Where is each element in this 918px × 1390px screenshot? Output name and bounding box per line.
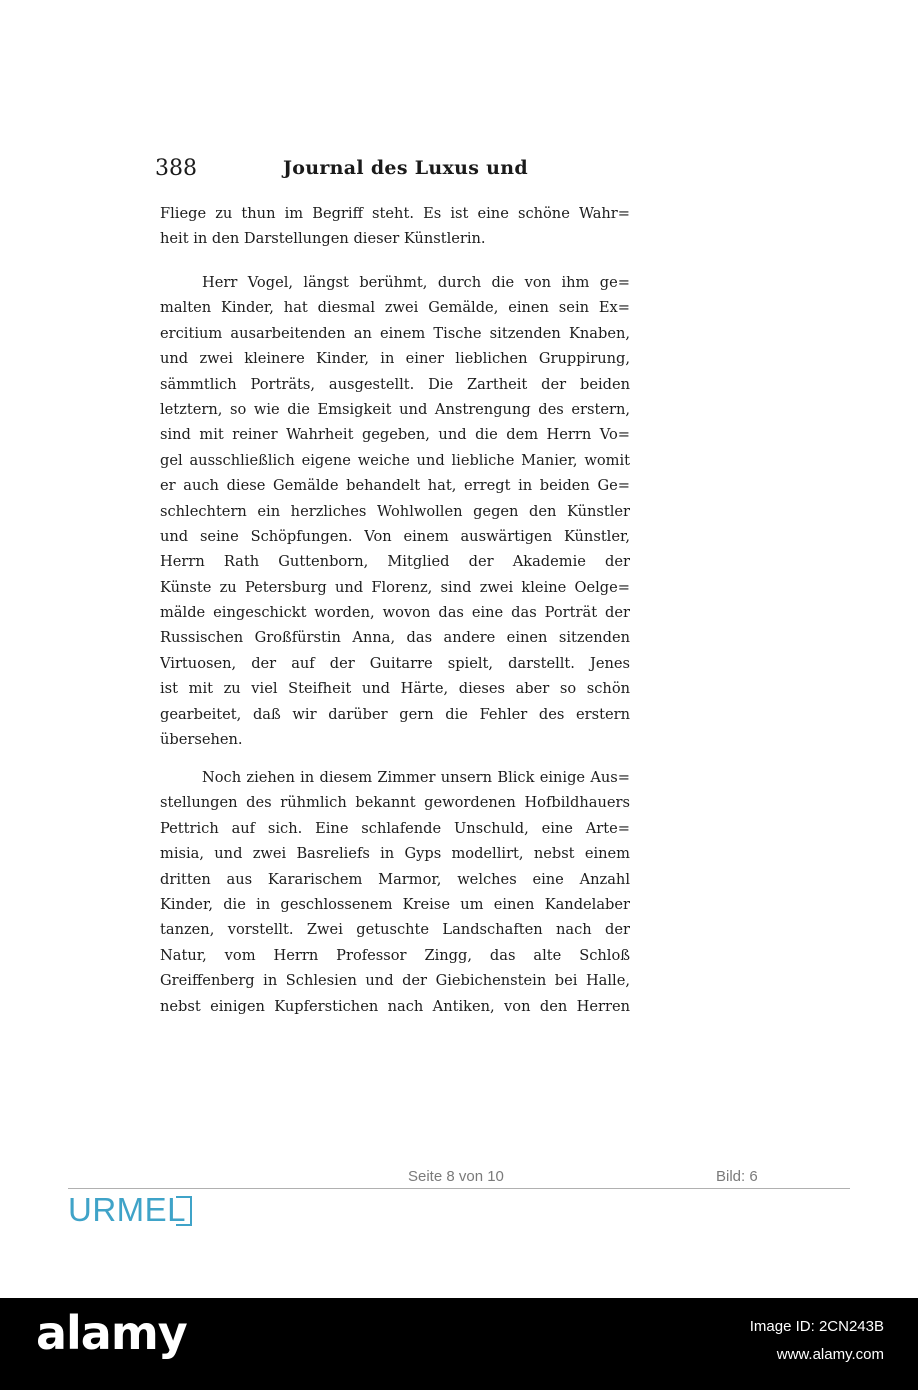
page-header <box>155 156 635 186</box>
text-line: mälde eingeschickt worden, wovon das eine das Porträt der <box>160 604 630 622</box>
text-line: tanzen, vorstellt. Zwei getuschte Landschaften nach der <box>160 921 630 939</box>
text-line: dritten aus Kararischem Marmor, welches eine Anzahl <box>160 870 630 888</box>
watermark-banner <box>0 1298 918 1390</box>
footer-image-info: Bild: 6 <box>716 1168 758 1185</box>
image-id: Image ID: 2CN243B <box>749 1318 884 1335</box>
footer-divider <box>68 1188 850 1189</box>
text-line: gel ausschließlich eigene weiche und liebliche Manier, womit <box>160 451 630 469</box>
image-url: www.alamy.com <box>776 1346 884 1363</box>
text-line: Herr Vogel, längst berühmt, durch die von ihm ge= <box>202 274 630 291</box>
text-line: ercitium ausarbeitenden an einem Tische sitzenden Knaben, <box>160 324 630 342</box>
text-line: Künste zu Petersburg und Florenz, sind zwei kleine Oelge= <box>160 578 630 596</box>
text-line: Noch ziehen in diesem Zimmer unsern Blick einige Aus= <box>202 769 630 786</box>
text-line: er auch diese Gemälde behandelt hat, erregt in beiden Ge= <box>160 477 630 495</box>
text-line: ist mit zu viel Steifheit und Härte, dieses aber so schön <box>160 680 630 698</box>
text-line: und seine Schöpfungen. Von einem auswärtigen Künstler, <box>160 527 630 545</box>
text-line: stellungen des rühmlich bekannt gewordenen Hofbildhauers <box>160 794 630 812</box>
text-line: letztern, so wie die Emsigkeit und Anstrengung des erstern, <box>160 400 630 418</box>
text-line: misia, und zwei Basreliefs in Gyps modellirt, nebst einem <box>160 845 630 863</box>
running-title: Journal des Luxus und <box>283 157 528 179</box>
text-line: Herrn Rath Guttenborn, Mitglied der Akademie der <box>160 553 630 571</box>
text-line: nebst einigen Kupferstichen nach Antiken, von den Herren <box>160 997 630 1015</box>
text-line: übersehen. <box>160 731 243 749</box>
text-line: Russischen Großfürstin Anna, das andere einen sitzenden <box>160 629 630 647</box>
text-line: heit in den Darstellungen dieser Künstlerin. <box>160 230 486 248</box>
text-line: Kinder, die in geschlossenem Kreise um einen Kandelaber <box>160 895 630 913</box>
page-number: 388 <box>155 156 197 181</box>
footer-page-info: Seite 8 von 10 <box>408 1168 504 1185</box>
paragraph-2 <box>160 270 630 752</box>
text-line: Natur, vom Herrn Professor Zingg, das alte Schloß <box>160 946 630 964</box>
text-line: sämmtlich Porträts, ausgestellt. Die Zartheit der beiden <box>160 375 630 393</box>
urmel-logo-text: URMEL <box>68 1191 187 1228</box>
urmel-logo <box>68 1192 186 1228</box>
urmel-logo-bracket-icon <box>176 1196 192 1226</box>
text-line: sind mit reiner Wahrheit gegeben, und die dem Herrn Vo= <box>160 426 630 444</box>
text-line: Fliege zu thun im Begriff steht. Es ist eine schöne Wahr= <box>160 205 630 222</box>
text-line: malten Kinder, hat diesmal zwei Gemälde, einen sein Ex= <box>160 299 630 317</box>
text-line: schlechtern ein herzliches Wohlwollen gegen den Künstler <box>160 502 630 520</box>
paragraph-3 <box>160 765 630 1019</box>
text-line: Greiffenberg in Schlesien und der Giebichenstein bei Halle, <box>160 972 630 990</box>
text-line: Pettrich auf sich. Eine schlafende Unschuld, eine Arte= <box>160 819 630 837</box>
text-line: gearbeitet, daß wir darüber gern die Fehler des erstern <box>160 705 630 723</box>
alamy-logo: alamy <box>36 1306 187 1360</box>
text-line: Virtuosen, der auf der Guitarre spielt, darstellt. Jenes <box>160 654 630 672</box>
paragraph-1 <box>160 201 630 252</box>
text-line: und zwei kleinere Kinder, in einer lieblichen Gruppirung, <box>160 350 630 368</box>
